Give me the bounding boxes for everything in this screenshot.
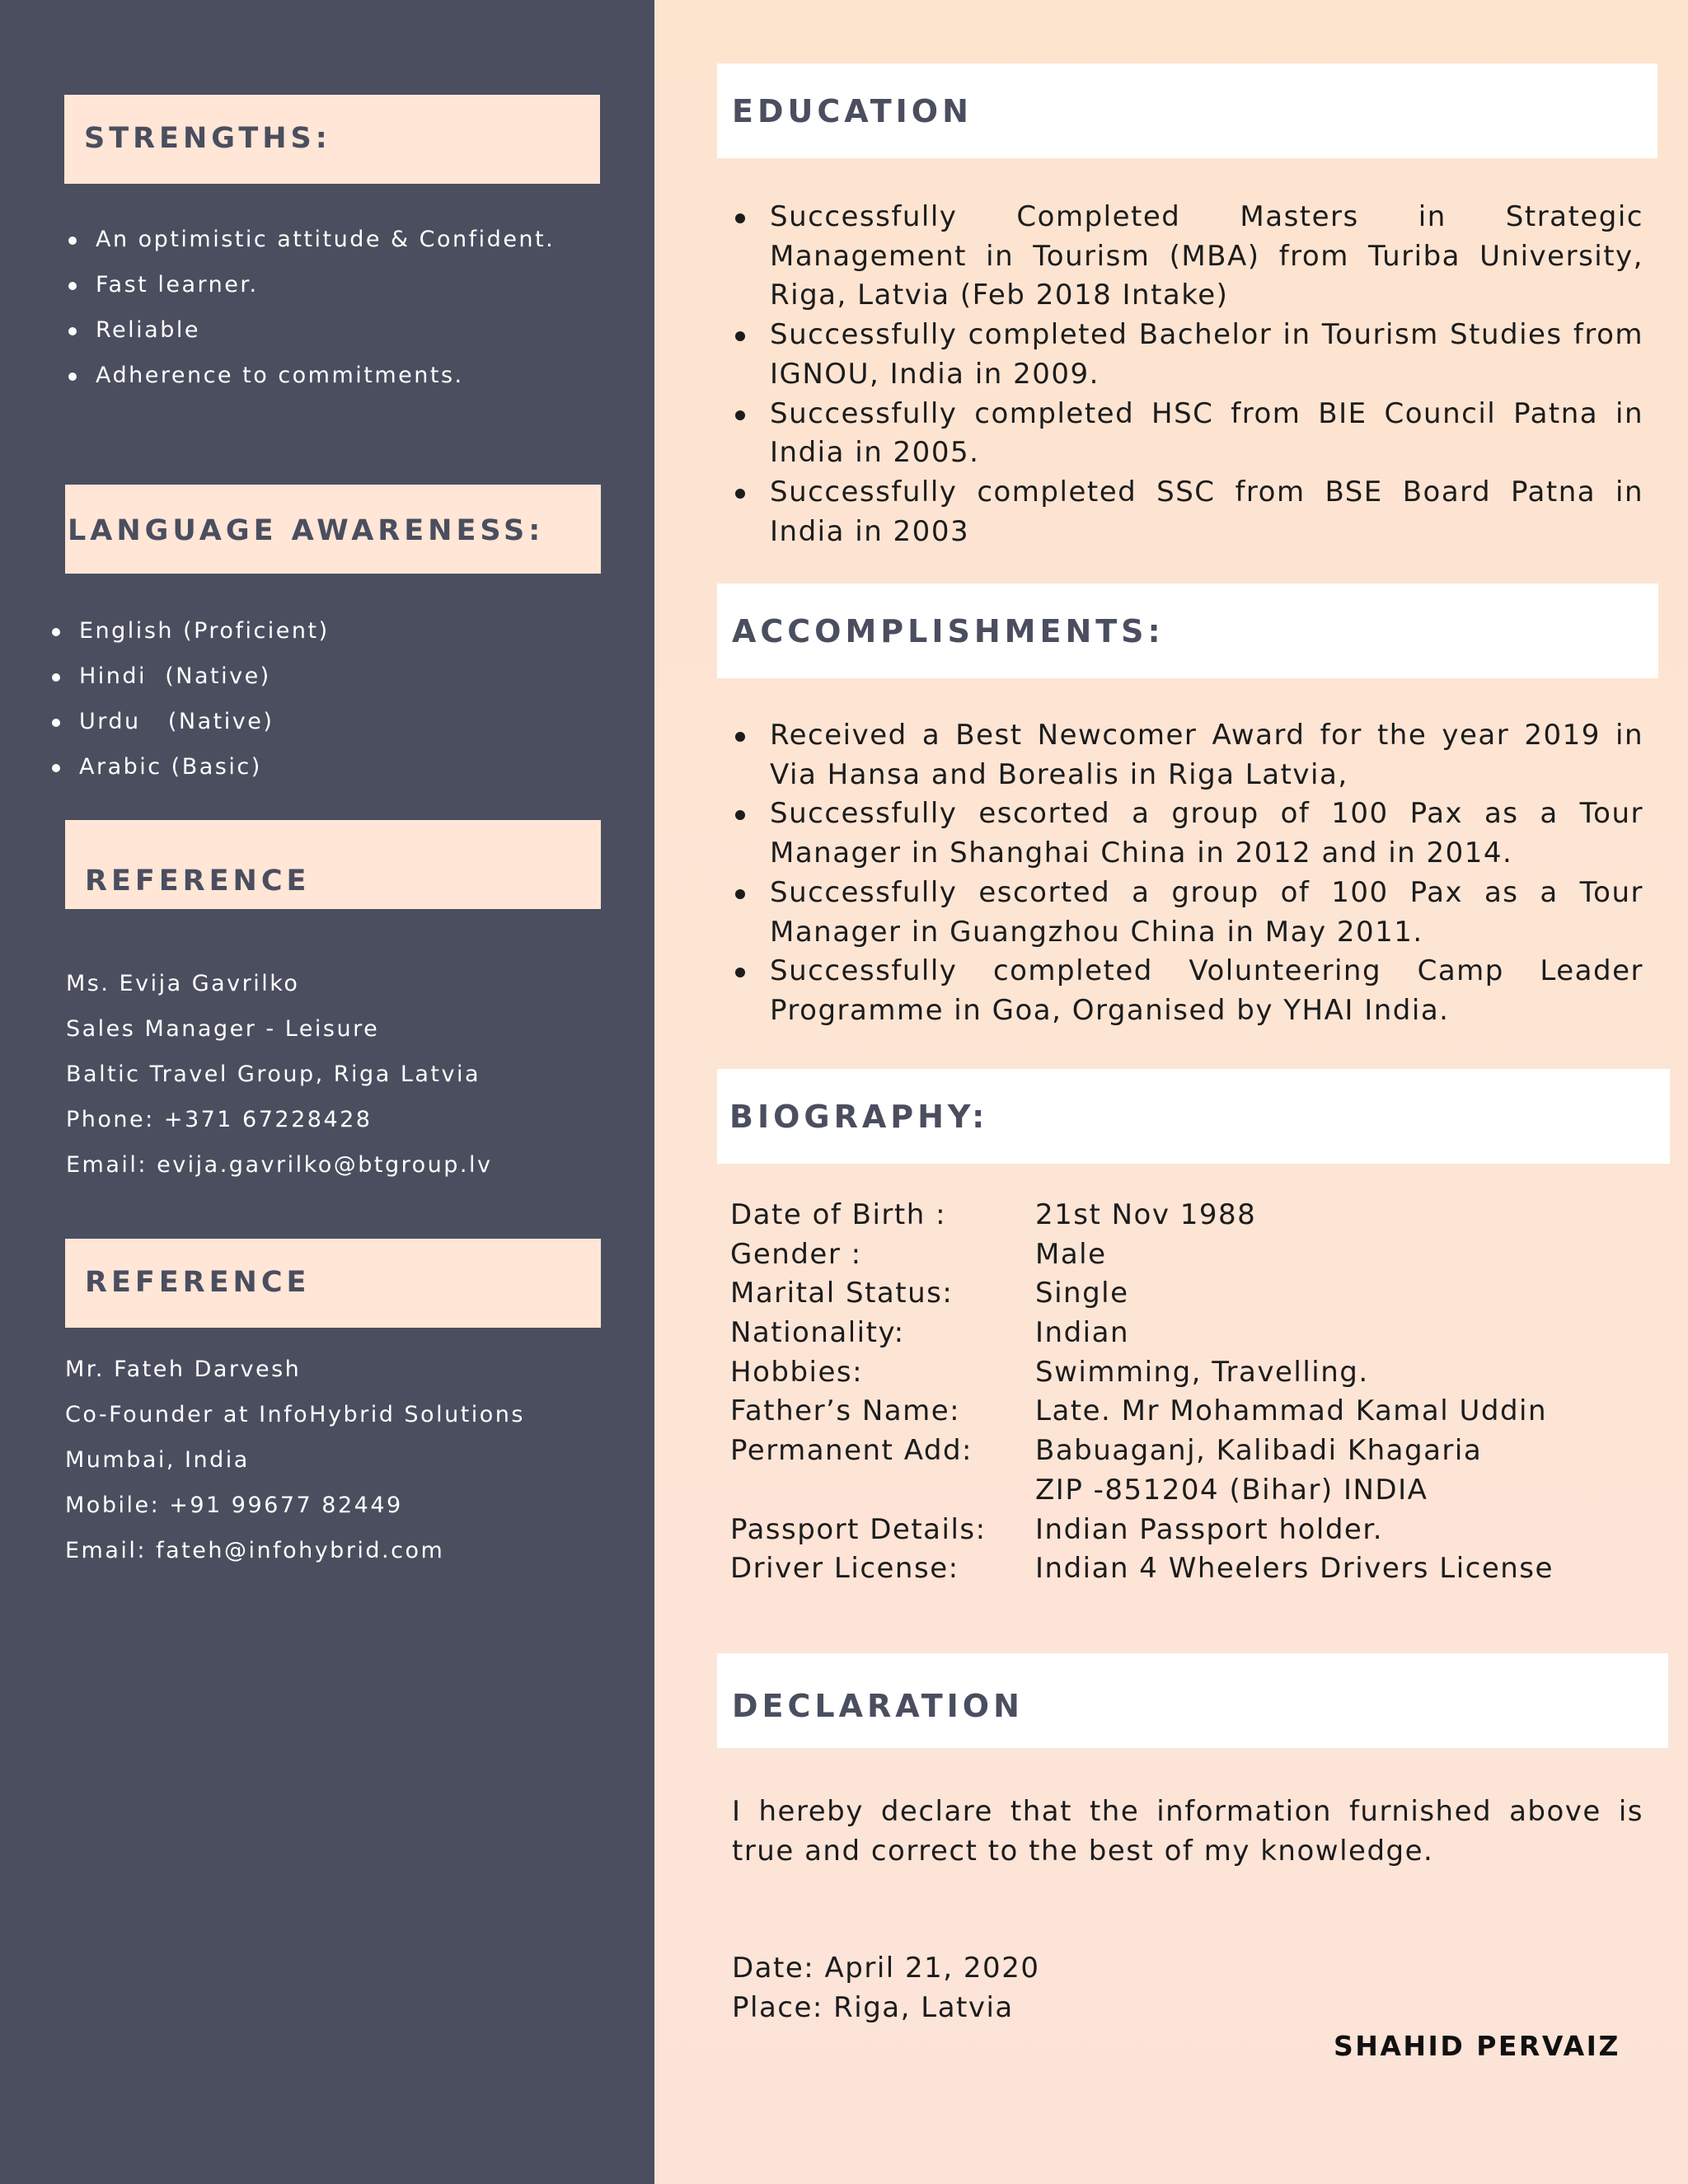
list-item: Reliable xyxy=(66,307,555,353)
bullet-icon xyxy=(735,810,745,820)
reference-1-details xyxy=(66,961,492,1188)
education-heading-box xyxy=(717,63,1658,158)
bio-row xyxy=(730,1471,1637,1511)
bullet-icon xyxy=(735,889,745,899)
accomplishments-heading: ACCOMPLISHMENTS: xyxy=(732,613,1165,649)
list-item: An optimistic attitude & Confident. xyxy=(66,217,555,262)
bio-key: Gender : xyxy=(730,1237,862,1271)
signature-name: SHAHID PERVAIZ xyxy=(1334,2030,1620,2062)
bullet-icon xyxy=(68,237,77,245)
list-item: English (Proficient) xyxy=(49,608,330,654)
bio-value: ZIP -851204 (Bihar) INDIA xyxy=(1035,1473,1428,1507)
reference-2-details xyxy=(65,1347,525,1573)
bio-key: Passport Details: xyxy=(730,1512,987,1546)
list-item: Successfully completed HSC from BIE Council Patna in India in 2005. xyxy=(732,395,1643,473)
bio-row xyxy=(730,1353,1637,1393)
list-item: Urdu (Native) xyxy=(49,699,330,744)
bio-key: Driver License: xyxy=(730,1552,959,1586)
reference-email: Email: evija.gavrilko@btgroup.lv xyxy=(66,1152,493,1178)
bio-value: Indian 4 Wheelers Drivers License xyxy=(1035,1552,1554,1586)
bullet-icon xyxy=(735,732,745,742)
bio-key: Hobbies: xyxy=(730,1355,864,1389)
declaration-heading-box xyxy=(717,1653,1668,1748)
strengths-list xyxy=(66,217,555,398)
languages-heading: LANGUAGE AWARENESS: xyxy=(68,514,545,547)
languages-heading-box xyxy=(65,485,601,574)
reference-mobile: Mobile: +91 99677 82449 xyxy=(65,1493,403,1518)
bio-row xyxy=(730,1314,1637,1353)
reference-name: Ms. Evija Gavrilko xyxy=(66,971,300,996)
reference-title: Sales Manager - Leisure xyxy=(66,1016,380,1042)
languages-list xyxy=(49,608,330,790)
bio-value: Single xyxy=(1035,1277,1129,1310)
declaration-heading: DECLARATION xyxy=(732,1688,1024,1724)
declaration-date: Date: April 21, 2020 xyxy=(732,1952,1040,1985)
bullet-icon xyxy=(52,764,60,772)
bullet-icon xyxy=(735,489,745,499)
declaration-text: I hereby declare that the information furnished above is true and correct to the best of my knowledge. xyxy=(732,1795,1643,1868)
bio-value: Late. Mr Mohammad Kamal Uddin xyxy=(1035,1394,1548,1428)
reference-title: Co-Founder at InfoHybrid Solutions xyxy=(65,1402,525,1427)
bullet-icon xyxy=(52,628,60,636)
bio-value: Indian Passport holder. xyxy=(1035,1512,1383,1546)
list-item: Successfully escorted a group of 100 Pax as a Tour Manager in Shanghai China in 2012 and in 2014. xyxy=(732,794,1643,873)
bio-key: Permanent Add: xyxy=(730,1434,973,1468)
list-item: Successfully completed Bachelor in Tourism Studies from IGNOU, India in 2009. xyxy=(732,316,1643,394)
reference-name: Mr. Fateh Darvesh xyxy=(65,1357,302,1382)
reference-2-heading-box xyxy=(65,1239,601,1328)
bullet-icon xyxy=(52,719,60,727)
list-item: Hindi (Native) xyxy=(49,654,330,699)
reference-1-heading-box xyxy=(65,820,601,909)
reference-2-heading: REFERENCE xyxy=(85,1266,311,1299)
bio-row xyxy=(730,1549,1637,1589)
bio-key: Nationality: xyxy=(730,1316,905,1350)
accomplishments-heading-box xyxy=(717,583,1658,678)
list-item: Successfully completed Volunteering Camp Leader Programme in Goa, Organised by YHAI India. xyxy=(732,952,1643,1030)
bullet-icon xyxy=(735,968,745,977)
reference-location: Mumbai, India xyxy=(65,1447,250,1473)
list-item: Successfully completed SSC from BSE Board Patna in India in 2003 xyxy=(732,473,1643,551)
biography-heading: BIOGRAPHY: xyxy=(729,1099,989,1135)
bio-row xyxy=(730,1392,1637,1432)
accomplishments-list xyxy=(732,716,1643,1031)
bio-key: Marital Status: xyxy=(730,1277,954,1310)
bullet-icon xyxy=(68,282,77,290)
bullet-icon xyxy=(68,373,77,381)
bullet-icon xyxy=(735,213,745,223)
bullet-icon xyxy=(735,331,745,341)
reference-1-heading: REFERENCE xyxy=(85,865,311,898)
strengths-heading-box xyxy=(64,95,600,184)
declaration-place: Place: Riga, Latvia xyxy=(732,1991,1014,2024)
bio-key: Father’s Name: xyxy=(730,1394,961,1428)
bio-row xyxy=(730,1511,1637,1550)
bio-value: Babuaganj, Kalibadi Khagaria xyxy=(1035,1434,1483,1468)
bio-value: 21st Nov 1988 xyxy=(1035,1198,1257,1231)
strengths-heading: STRENGTHS: xyxy=(84,122,331,155)
bio-row xyxy=(730,1432,1637,1471)
bio-value: Indian xyxy=(1035,1316,1129,1350)
bullet-icon xyxy=(52,673,60,682)
reference-company: Baltic Travel Group, Riga Latvia xyxy=(66,1062,481,1087)
bullet-icon xyxy=(735,410,745,420)
bio-row xyxy=(730,1274,1637,1314)
biography-heading-box xyxy=(717,1069,1670,1164)
list-item: Successfully escorted a group of 100 Pax as a Tour Manager in Guangzhou China in May 2011. xyxy=(732,874,1643,952)
list-item: Arabic (Basic) xyxy=(49,744,330,790)
list-item: Adherence to commitments. xyxy=(66,353,555,398)
list-item: Successfully Completed Masters in Strategic Management in Tourism (MBA) from Turiba University, Riga, Latvia (Feb 2018 Intake) xyxy=(732,198,1643,316)
bio-value: Swimming, Travelling. xyxy=(1035,1355,1369,1389)
education-list xyxy=(732,198,1643,551)
bio-row xyxy=(730,1196,1637,1235)
list-item: Received a Best Newcomer Award for the year 2019 in Via Hansa and Borealis in Riga Latvia, xyxy=(732,716,1643,794)
bio-key: Date of Birth : xyxy=(730,1198,947,1231)
education-heading: EDUCATION xyxy=(732,93,973,129)
bio-value: Male xyxy=(1035,1237,1107,1271)
biography-details xyxy=(730,1196,1637,1589)
bullet-icon xyxy=(68,327,77,335)
bio-row xyxy=(730,1235,1637,1275)
reference-email: Email: fateh@infohybrid.com xyxy=(65,1538,445,1563)
reference-phone: Phone: +371 67228428 xyxy=(66,1107,373,1132)
list-item: Fast learner. xyxy=(66,262,555,307)
